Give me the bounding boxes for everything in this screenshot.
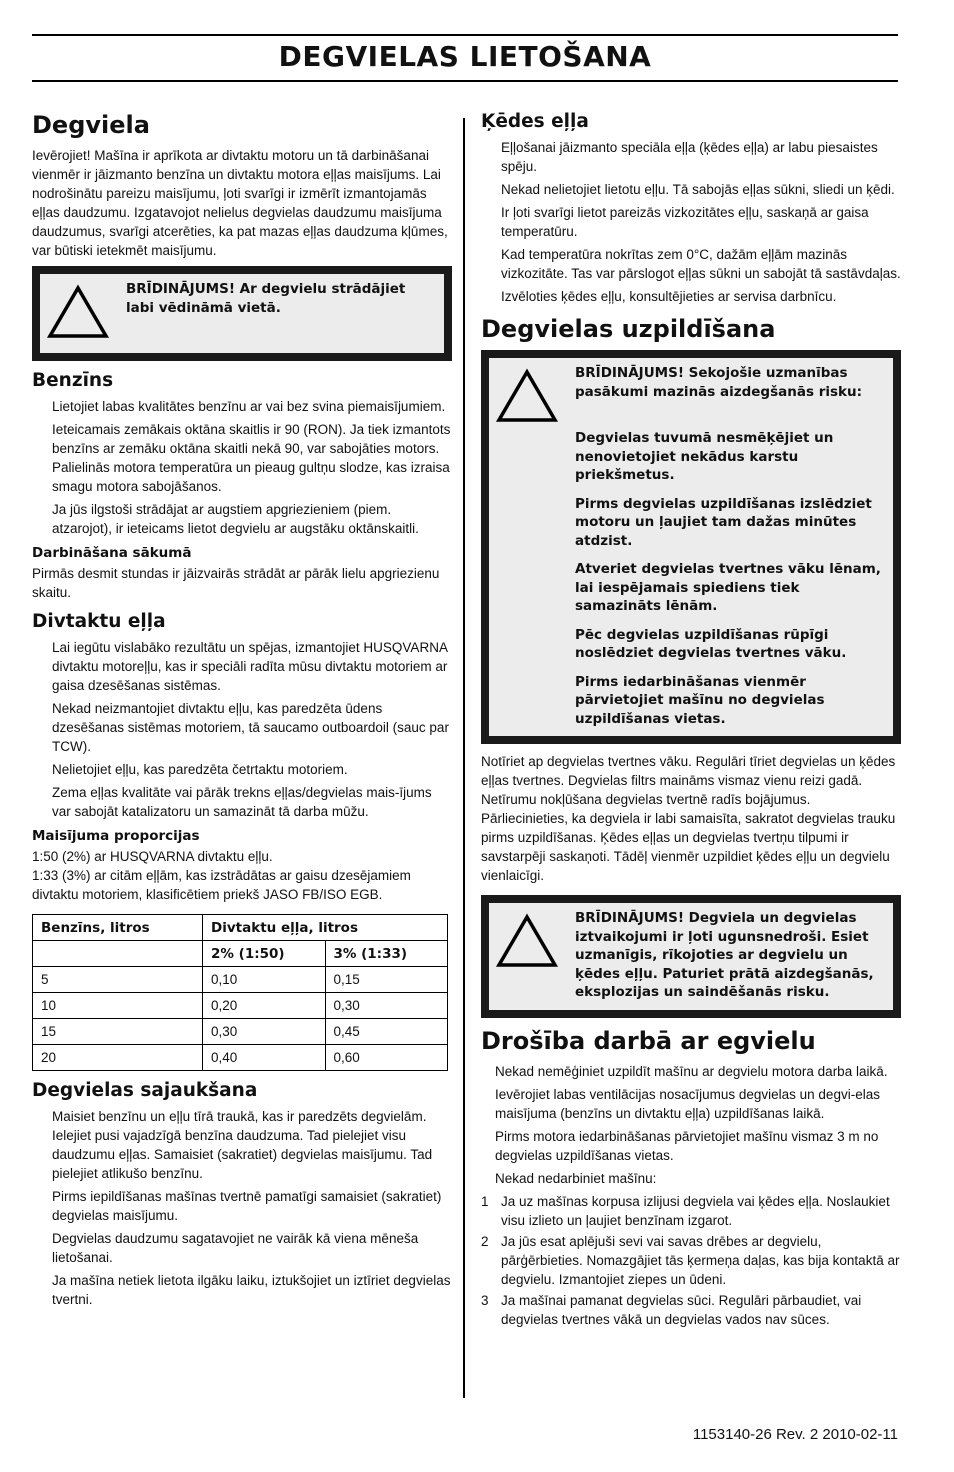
top-rule	[32, 34, 898, 36]
table-cell: 0,20	[203, 993, 325, 1019]
list-number: 2	[481, 1233, 489, 1249]
table-cell: 0,30	[203, 1019, 325, 1045]
darbinasana-body: Pirmās desmit stundas ir jāizvairās strādāt ar pārāk lielu apgriezienu skaitu.	[32, 566, 440, 600]
sajauksana-p3: Pirms iepildīšanas mašīnas tvertnē pamatīgi samaisiet (sakratiet) degvielas maisījumu.	[52, 1189, 442, 1223]
column-divider	[463, 118, 465, 1398]
table-header-divtaktu: Divtaktu eļļa, litros	[203, 915, 448, 941]
sajauksana-p4: Degvielas daudzumu sagatavojiet ne vairāk kā viena mēneša lietošanai.	[52, 1231, 419, 1265]
table-row	[33, 967, 448, 993]
warning-triangle-icon	[46, 280, 126, 345]
list-number: 1	[481, 1193, 489, 1209]
kedes-p2: Nekad nelietojiet lietotu eļļu. Tā sabojās eļļas sūkni, sliedi un ķēdi.	[501, 182, 895, 197]
list-text: Ja uz mašīnas korpusa izlijusi degviela vai ķēdes eļļa. Noslaukiet visu izlieto un ļaujiet benzīnam izgarot.	[501, 1193, 890, 1228]
right-column	[481, 110, 901, 1331]
mix-table	[32, 914, 448, 1071]
section-heading-kedes: Ķēdes eļļa	[481, 111, 589, 132]
ratio-1: 1:50 (2%) ar HUSQVARNA divtaktu eļļu.	[32, 849, 273, 864]
benzins-p3: Ja jūs ilgstoši strādājat ar augstiem apgriezieniem (piem. atzarojot), ir ieteicams lietot degvielu ar augstāku oktānskaitli.	[52, 502, 419, 536]
drosiba-p4: Nekad nedarbiniet mašīnu:	[495, 1170, 657, 1186]
kedes-p4: Kad temperatūra nokrītas zem 0°C, dažām eļļām mazinās vizkozitāte. Tas var pārslogot eļļas sūkni un sabojāt tā sastāvdaļas.	[501, 247, 901, 281]
table-cell: 20	[33, 1045, 203, 1071]
kedes-p1: Eļļošanai jāizmanto speciāla eļļa (ķēdes eļļa) ar labu piesaistes spēju.	[501, 140, 878, 174]
title-rule	[32, 80, 898, 82]
table-subheader-2pct: 2% (1:50)	[203, 941, 325, 967]
list-text: Ja mašīnai pamanat degvielas sūci. Regulāri pārbaudiet, vai degvielas tvertnes vākā un degvielas vados nav sūces.	[501, 1292, 862, 1327]
subheading-darbinasana: Darbināšana sākumā	[32, 545, 192, 561]
table-row	[33, 1019, 448, 1045]
table-row	[33, 1045, 448, 1071]
list-item	[481, 1232, 901, 1289]
warning-triangle-icon	[495, 364, 575, 728]
table-cell: 0,60	[325, 1045, 448, 1071]
warning-item: Pirms iedarbināšanas vienmēr pārvietojiet mašīnu no degvielas uzpildīšanas vietas.	[575, 673, 825, 727]
warning-item: Atveriet degvielas tvertnes vāku lēnam, lai iespējamais spiediens tiek samazināts lēnām.	[575, 561, 881, 614]
page-title: DEGVIELAS LIETOŠANA	[278, 40, 652, 73]
divtaktu-p1: Lai iegūtu vislabāko rezultātu un spējas, izmantojiet HUSQVARNA divtaktu motoreļļu, kas ir speciāli radīta mūsu divtaktu motoriem ar gaisa dzesēšanas sistēmas.	[52, 640, 448, 693]
sajauksana-p2: Ielejiet pusi vajadzīgā benzīna daudzuma. Tad pielejiet visu daudzumu eļļas. Samaisiet (sakratiet) degvielas maisījumu. Tad pielejiet atlikušo benzīnu.	[52, 1128, 433, 1181]
warning-text: BRĪDINĀJUMS! Ar degvielu strādājiet labi vēdināmā vietā.	[126, 281, 406, 316]
table-header-empty	[33, 941, 203, 967]
left-column	[32, 110, 452, 1313]
table-cell: 0,10	[203, 967, 325, 993]
section-heading-degviela: Degviela	[32, 111, 150, 139]
kedes-p5: Izvēloties ķēdes eļļu, konsultējieties ar servisa darbnīcu.	[501, 289, 837, 304]
sajauksana-p5: Ja mašīna netiek lietota ilgāku laiku, iztukšojiet un iztīriet degvielas tvertni.	[52, 1273, 451, 1307]
section-heading-sajauksana: Degvielas sajaukšana	[32, 1080, 258, 1101]
uzpildisana-body: Notīriet ap degvielas tvertnes vāku. Regulāri tīriet degvielas un ķēdes eļļas tvertnes. Degvielas filtrs maināms vismaz vienu reizi gadā. Netīrumu nokļūšana degvielas tvertnē radīs bojājumus. Pārliecinieties, ka degviela ir labi samaisīta, sakratot degvielas trauku pirms uzpildīšanas. Ķēdes eļļas un degvielas tvertņu tilpumi ir savstarpēji saskaņoti. Tādēļ vienmēr uzpildiet ķēdes eļļu un degvielu vienlaicīgi.	[481, 754, 896, 883]
warning-triangle-icon	[495, 909, 575, 1002]
table-cell: 10	[33, 993, 203, 1019]
warning-box-ventilation	[32, 266, 452, 361]
list-text: Ja jūs esat aplējuši sevi vai savas drēbes ar degvielu, pārģērbieties. Nomazgājiet tās ķermeņa daļas, kas bija kontaktā ar degvielu. Izmantojiet ziepes un ūdeni.	[501, 1233, 900, 1287]
warning-text: BRĪDINĀJUMS! Degviela un degvielas iztvaikojumi ir ļoti ugunsnedroši. Esiet uzmanīgis, rīkojoties ar degvielu un ķēdes eļļu. Paturiet prātā aizdegšanās, eksplozijas un saindēšanās risku.	[575, 910, 874, 1000]
warning-box-flammable	[481, 895, 901, 1018]
subheading-maisijuma: Maisījuma proporcijas	[32, 828, 200, 844]
table-subheader-3pct: 3% (1:33)	[325, 941, 448, 967]
drosiba-p3: Pirms motora iedarbināšanas pārvietojiet mašīnu vismaz 3 m no degvielas uzpildīšanas vietas.	[495, 1128, 879, 1163]
section-heading-uzpildisana: Degvielas uzpildīšana	[481, 315, 776, 343]
ratio-2: 1:33 (3%) ar citām eļļām, kas izstrādātas ar gaisu dzesējamiem divtaktu motoriem, klasificētiem priekš JASO FB/ISO EGB.	[32, 868, 411, 902]
benzins-p1: Lietojiet labas kvalitātes benzīnu ar vai bez svina piemaisījumiem.	[52, 399, 446, 414]
benzins-p2: Ieteicamais zemākais oktāna skaitlis ir 90 (RON). Ja tiek izmantots benzīns ar zemāku oktāna skaitli nekā 90, var sabojāties motors. Palielinās motora temperatūra un pieaug gultņu slodze, kas izraisa smagu motora sabojāšanos.	[52, 422, 451, 494]
list-number: 3	[481, 1292, 489, 1308]
warning-item: BRĪDINĀJUMS! Sekojošie uzmanības pasākumi mazinās aizdegšanās risku:	[575, 365, 863, 400]
table-row	[33, 993, 448, 1019]
warning-item: Degvielas tuvumā nesmēķējiet un nenovietojiet nekādus karstu priekšmetus.	[575, 430, 834, 483]
table-cell: 0,30	[325, 993, 448, 1019]
degviela-body: Ievērojiet! Mašīna ir aprīkota ar divtaktu motoru un tā darbināšanai vienmēr ir jāizmanto benzīna un divtaktu motora eļļas maisījums. Lai nodrošinātu pareizu maisījumu, ļoti svarīgi ir izmērīt izmantojamās eļļas daudzumu. Izgatavojot nelielus degvielas daudzumu maisījuma daudzumus, svarīgi atcerēties, ka pat mazas eļļas daudzuma kļūmes, var būtiski ietekmēt maisījumu.	[32, 148, 448, 258]
table-cell: 0,40	[203, 1045, 325, 1071]
table-header-benzins: Benzīns, litros	[33, 915, 203, 941]
divtaktu-p4: Zema eļļas kvalitāte vai pārāk trekns eļļas/degvielas mais-ījums var sabojāt katalizatoru un samazināt tā darba mūžu.	[52, 785, 432, 819]
list-item	[481, 1192, 901, 1230]
drosiba-p1: Nekad nemēģiniet uzpildīt mašīnu ar degvielu motora darba laikā.	[495, 1063, 888, 1079]
table-cell: 5	[33, 967, 203, 993]
section-heading-drosiba: Drošība darbā ar egvielu	[481, 1026, 816, 1055]
drosiba-p2: Ievērojiet labas ventilācijas nosacījumus degvielas un degvi-elas maisījuma (benzīns un divtaktu eļļa) uzpildīšanas laikā.	[495, 1086, 880, 1121]
table-cell: 0,15	[325, 967, 448, 993]
document-id: 1153140-26 Rev. 2 2010-02-11	[692, 1426, 898, 1443]
kedes-p3: Ir ļoti svarīgi lietot pareizās vizkozitātes eļļu, saskaņā ar gaisa temperatūru.	[501, 205, 869, 239]
table-cell: 15	[33, 1019, 203, 1045]
sajauksana-p1: Maisiet benzīnu un eļļu tīrā traukā, kas ir paredzēts degvielām.	[52, 1109, 427, 1124]
warning-box-refuel	[481, 350, 901, 744]
table-cell: 0,45	[325, 1019, 448, 1045]
section-heading-divtaktu: Divtaktu eļļa	[32, 611, 166, 632]
divtaktu-p2: Nekad neizmantojiet divtaktu eļļu, kas paredzēta ūdens dzesēšanas sistēmas motoriem, tā saucamo outboardoil (sauc par TCW).	[52, 701, 449, 754]
list-item	[481, 1291, 901, 1329]
warning-item: Pirms degvielas uzpildīšanas izslēdziet motoru un ļaujiet tam dažas minūtes atdzist.	[575, 495, 872, 549]
section-heading-benzins: Benzīns	[32, 370, 114, 391]
divtaktu-p3: Nelietojiet eļļu, kas paredzēta četrtaktu motoriem.	[52, 762, 348, 777]
warning-item: Pēc degvielas uzpildīšanas rūpīgi noslēdziet degvielas tvertnes vāku.	[575, 626, 847, 661]
